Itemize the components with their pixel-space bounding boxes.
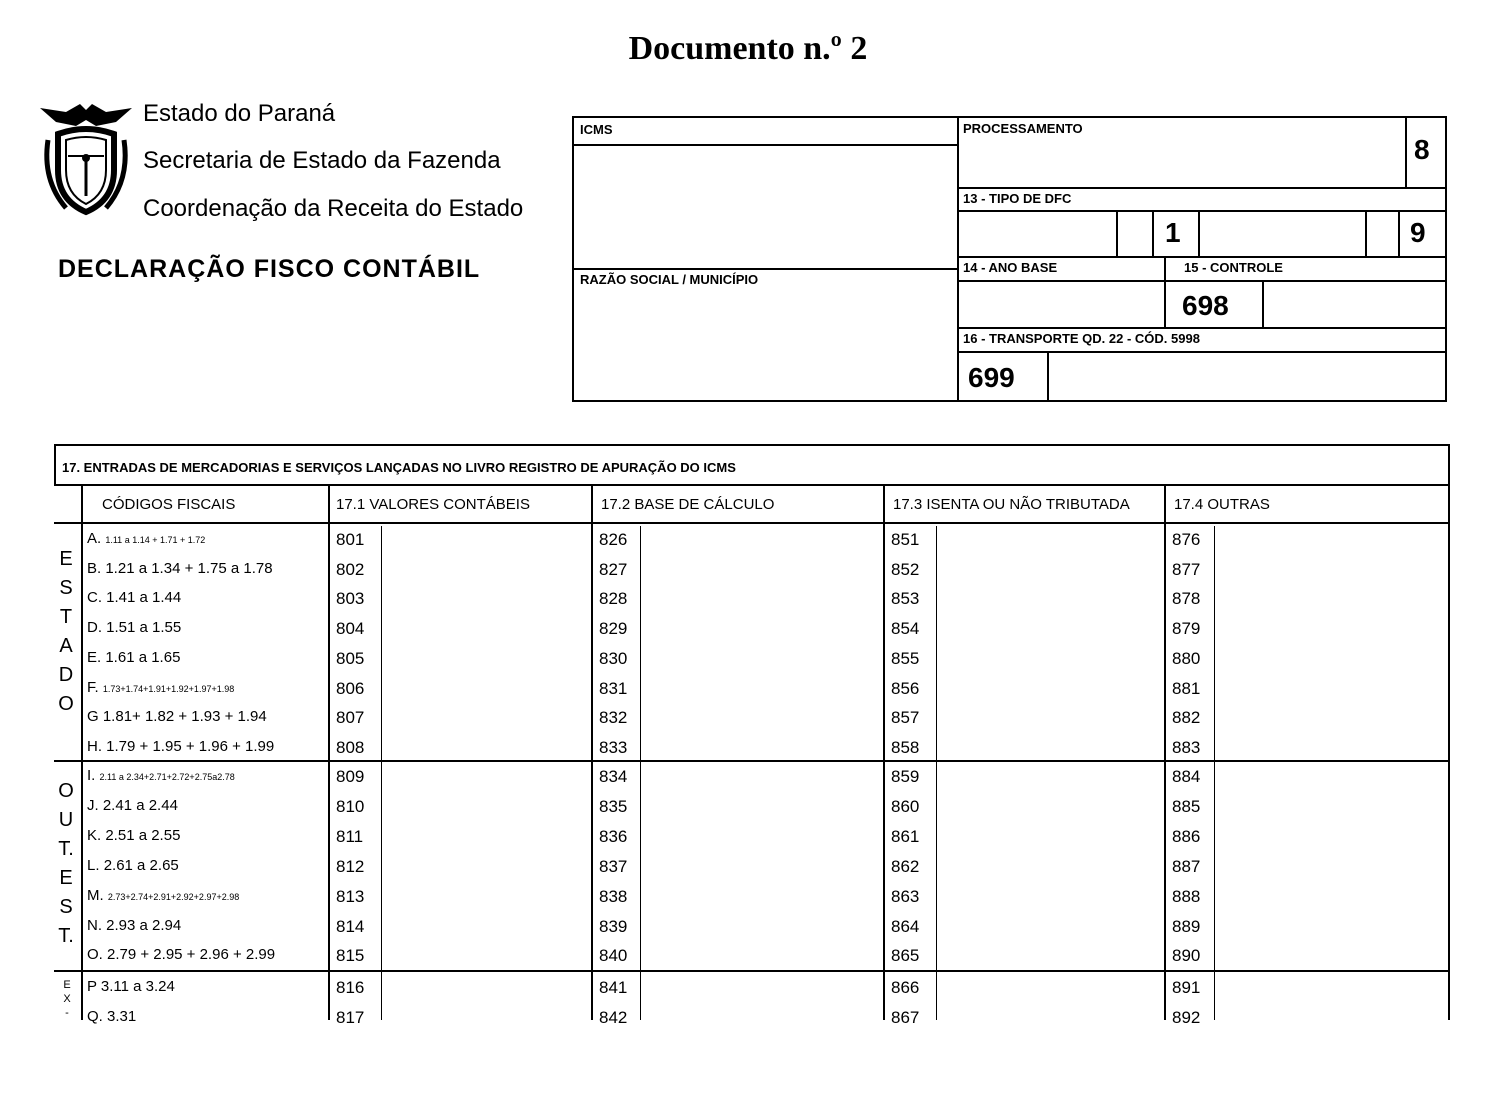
org-line-coordination: Coordenação da Receita do Estado [143, 195, 524, 222]
cfop-range: 1.41 a 1.44 [106, 589, 182, 606]
field-code-c4: 886 [1172, 827, 1201, 846]
field-code-c2: 833 [599, 738, 628, 757]
cfop-code [87, 589, 181, 606]
cfop-range: 3.31 [107, 1008, 137, 1025]
row-letter: D. [87, 619, 107, 636]
cfop-code [87, 887, 239, 904]
row-letter: I. [87, 767, 100, 784]
field-code-c1: 815 [336, 946, 365, 965]
cfop-range: 1.81+ 1.82 + 1.93 + 1.94 [102, 708, 267, 725]
cfop-code [87, 530, 205, 547]
cfop-code [87, 767, 235, 784]
side-group-label [56, 545, 76, 719]
field-code-c3: 852 [891, 560, 920, 579]
field-code-c2: 829 [599, 619, 628, 638]
field-code-c1: 809 [336, 767, 365, 786]
field-code-c4: 881 [1172, 679, 1201, 698]
field-code-c2: 842 [599, 1008, 628, 1027]
row-letter: H. [87, 738, 107, 755]
field-code-c1: 813 [336, 887, 365, 906]
field-code-c3: 864 [891, 917, 920, 936]
document-title: Documento n.º 2 [628, 30, 868, 67]
cfop-code [87, 978, 175, 995]
side-group-letter: U [58, 809, 74, 831]
field-code-c3: 851 [891, 530, 920, 549]
row-letter: J. [87, 797, 103, 814]
column-header-outras: 17.4 OUTRAS [1174, 496, 1270, 513]
cfop-range: 3.11 a 3.24 [100, 978, 175, 995]
field-code-c4: 887 [1172, 857, 1201, 876]
field-code-c4: 880 [1172, 649, 1201, 668]
column-header-isenta: 17.3 ISENTA OU NÃO TRIBUTADA [893, 496, 1130, 513]
cfop-code [87, 917, 181, 934]
side-group-label [56, 777, 76, 951]
field-code-c3: 853 [891, 589, 920, 608]
field-code-c4: 878 [1172, 589, 1201, 608]
row-letter: P [87, 978, 101, 995]
cfop-range: 2.93 a 2.94 [106, 917, 182, 934]
field-code-c3: 855 [891, 649, 920, 668]
column-header-codigos: CÓDIGOS FISCAIS [102, 496, 236, 513]
field-code-c1: 812 [336, 857, 365, 876]
transporte-label: 16 - TRANSPORTE QD. 22 - CÓD. 5998 [963, 331, 1200, 346]
field-code-c3: 854 [891, 619, 920, 638]
row-letter: G [87, 708, 103, 725]
cfop-code [87, 797, 178, 814]
field-code-c2: 837 [599, 857, 628, 876]
field-code-c2: 832 [599, 708, 628, 727]
field-code-c1: 803 [336, 589, 365, 608]
cfop-code [87, 649, 180, 666]
cfop-code [87, 708, 267, 725]
cfop-range: 2.51 a 2.55 [105, 827, 181, 844]
field-code-c3: 867 [891, 1008, 920, 1027]
side-group-letter: S [59, 577, 73, 599]
field-code-c4: 890 [1172, 946, 1201, 965]
cfop-code [87, 1008, 136, 1025]
field-code-c2: 830 [599, 649, 628, 668]
side-group-letter: S [59, 896, 73, 918]
razao-social-label: RAZÃO SOCIAL / MUNICÍPIO [580, 272, 759, 287]
field-code-c4: 888 [1172, 887, 1201, 906]
field-code-c2: 827 [599, 560, 628, 579]
cfop-range: 2.41 a 2.44 [102, 797, 178, 814]
field-code-c3: 865 [891, 946, 920, 965]
field-code-c4: 877 [1172, 560, 1201, 579]
cfop-range: 1.21 a 1.34 + 1.75 a 1.78 [105, 560, 273, 577]
row-letter: Q. [87, 1008, 108, 1025]
cfop-code [87, 619, 181, 636]
field-code-c4: 892 [1172, 1008, 1201, 1027]
field-code-c1: 814 [336, 917, 365, 936]
side-group-letter: T. [58, 838, 74, 860]
field-code-c4: 884 [1172, 767, 1201, 786]
cfop-range: 1.61 a 1.65 [105, 649, 181, 666]
field-code-c1: 801 [336, 530, 365, 549]
tipo-dfc-value-1: 1 [1165, 217, 1181, 248]
processamento-label: PROCESSAMENTO [963, 121, 1083, 136]
field-code-c2: 836 [599, 827, 628, 846]
row-letter: M. [87, 887, 108, 904]
field-code-c1: 802 [336, 560, 365, 579]
cfop-range: 2.61 a 2.65 [103, 857, 179, 874]
cfop-range: 1.79 + 1.95 + 1.96 + 1.99 [106, 738, 275, 755]
side-group-letter: O [58, 780, 74, 802]
field-code-c2: 839 [599, 917, 628, 936]
side-group-letter: E [59, 548, 73, 570]
cfop-code [87, 857, 179, 874]
row-letter: C. [87, 589, 107, 606]
cfop-code [87, 946, 275, 963]
row-letter: L. [87, 857, 104, 874]
transporte-value: 699 [968, 362, 1015, 393]
field-code-c4: 891 [1172, 978, 1201, 997]
row-letter: N. [87, 917, 107, 934]
field-code-c1: 804 [336, 619, 365, 638]
field-code-c3: 863 [891, 887, 920, 906]
parana-crest-icon [36, 100, 136, 220]
field-code-c2: 841 [599, 978, 628, 997]
org-line-secretariat: Secretaria de Estado da Fazenda [143, 147, 501, 174]
field-code-c4: 883 [1172, 738, 1201, 757]
processamento-value: 8 [1414, 134, 1430, 165]
row-letter: O. [87, 946, 108, 963]
field-code-c2: 838 [599, 887, 628, 906]
field-code-c1: 817 [336, 1008, 365, 1027]
side-group-letter: X [63, 993, 71, 1005]
cfop-code [87, 679, 234, 696]
field-code-c1: 810 [336, 797, 365, 816]
cfop-code [87, 827, 180, 844]
cfop-code [87, 738, 274, 755]
field-code-c1: 811 [336, 827, 364, 846]
field-code-c3: 862 [891, 857, 920, 876]
row-letter: F. [87, 679, 103, 696]
row-letter: A. [87, 530, 106, 547]
side-group-letter: T [59, 606, 73, 628]
cfop-range: 1.51 a 1.55 [106, 619, 182, 636]
org-line-state: Estado do Paraná [143, 100, 336, 127]
controle-label: 15 - CONTROLE [1184, 260, 1283, 275]
field-code-c4: 882 [1172, 708, 1201, 727]
field-code-c3: 857 [891, 708, 920, 727]
field-code-c1: 816 [336, 978, 365, 997]
field-code-c1: 808 [336, 738, 365, 757]
side-group-letter: E [63, 979, 71, 991]
side-group-letter: O [58, 693, 74, 715]
row-letter: B. [87, 560, 106, 577]
side-group-letter: E [59, 867, 73, 889]
field-code-c3: 856 [891, 679, 920, 698]
field-code-c2: 828 [599, 589, 628, 608]
side-group-letter: T. [58, 925, 74, 947]
field-code-c4: 885 [1172, 797, 1201, 816]
side-group-label [60, 978, 74, 1020]
cfop-range: 2.11 a 2.34+2.71+2.72+2.75a2.78 [99, 772, 235, 782]
section-17-title: 17. ENTRADAS DE MERCADORIAS E SERVIÇOS LANÇADAS NO LIVRO REGISTRO DE APURAÇÃO DO ICMS [62, 460, 736, 475]
cfop-range: 2.73+2.74+2.91+2.92+2.97+2.98 [107, 892, 240, 902]
field-code-c3: 859 [891, 767, 920, 786]
controle-value: 698 [1182, 290, 1229, 321]
field-code-c4: 876 [1172, 530, 1201, 549]
column-header-valores-contabeis: 17.1 VALORES CONTÁBEIS [336, 496, 530, 513]
ano-base-label: 14 - ANO BASE [963, 260, 1058, 275]
tipo-dfc-label: 13 - TIPO DE DFC [963, 191, 1072, 206]
side-group-letter: D [58, 664, 74, 686]
side-group-letter: - [65, 1007, 69, 1019]
field-code-c1: 806 [336, 679, 365, 698]
tipo-dfc-value-2: 9 [1410, 217, 1426, 248]
cfop-range: 2.79 + 2.95 + 2.96 + 2.99 [107, 946, 276, 963]
field-code-c3: 858 [891, 738, 920, 757]
field-code-c2: 835 [599, 797, 628, 816]
field-code-c3: 866 [891, 978, 920, 997]
field-code-c2: 840 [599, 946, 628, 965]
icms-label: ICMS [580, 122, 613, 137]
field-code-c3: 861 [891, 827, 920, 846]
field-code-c4: 879 [1172, 619, 1201, 638]
cfop-code [87, 560, 273, 577]
column-header-base-calculo: 17.2 BASE DE CÁLCULO [601, 496, 775, 513]
cfop-range: 1.73+1.74+1.91+1.92+1.97+1.98 [102, 684, 235, 694]
field-code-c2: 831 [599, 679, 628, 698]
field-code-c2: 826 [599, 530, 628, 549]
field-code-c4: 889 [1172, 917, 1201, 936]
field-code-c2: 834 [599, 767, 628, 786]
field-code-c1: 807 [336, 708, 365, 727]
form-title: DECLARAÇÃO FISCO CONTÁBIL [58, 255, 481, 283]
field-code-c3: 860 [891, 797, 920, 816]
row-letter: K. [87, 827, 106, 844]
row-letter: E. [87, 649, 106, 666]
field-code-c1: 805 [336, 649, 365, 668]
side-group-letter: A [59, 635, 73, 657]
cfop-range: 1.11 a 1.14 + 1.71 + 1.72 [105, 535, 206, 545]
